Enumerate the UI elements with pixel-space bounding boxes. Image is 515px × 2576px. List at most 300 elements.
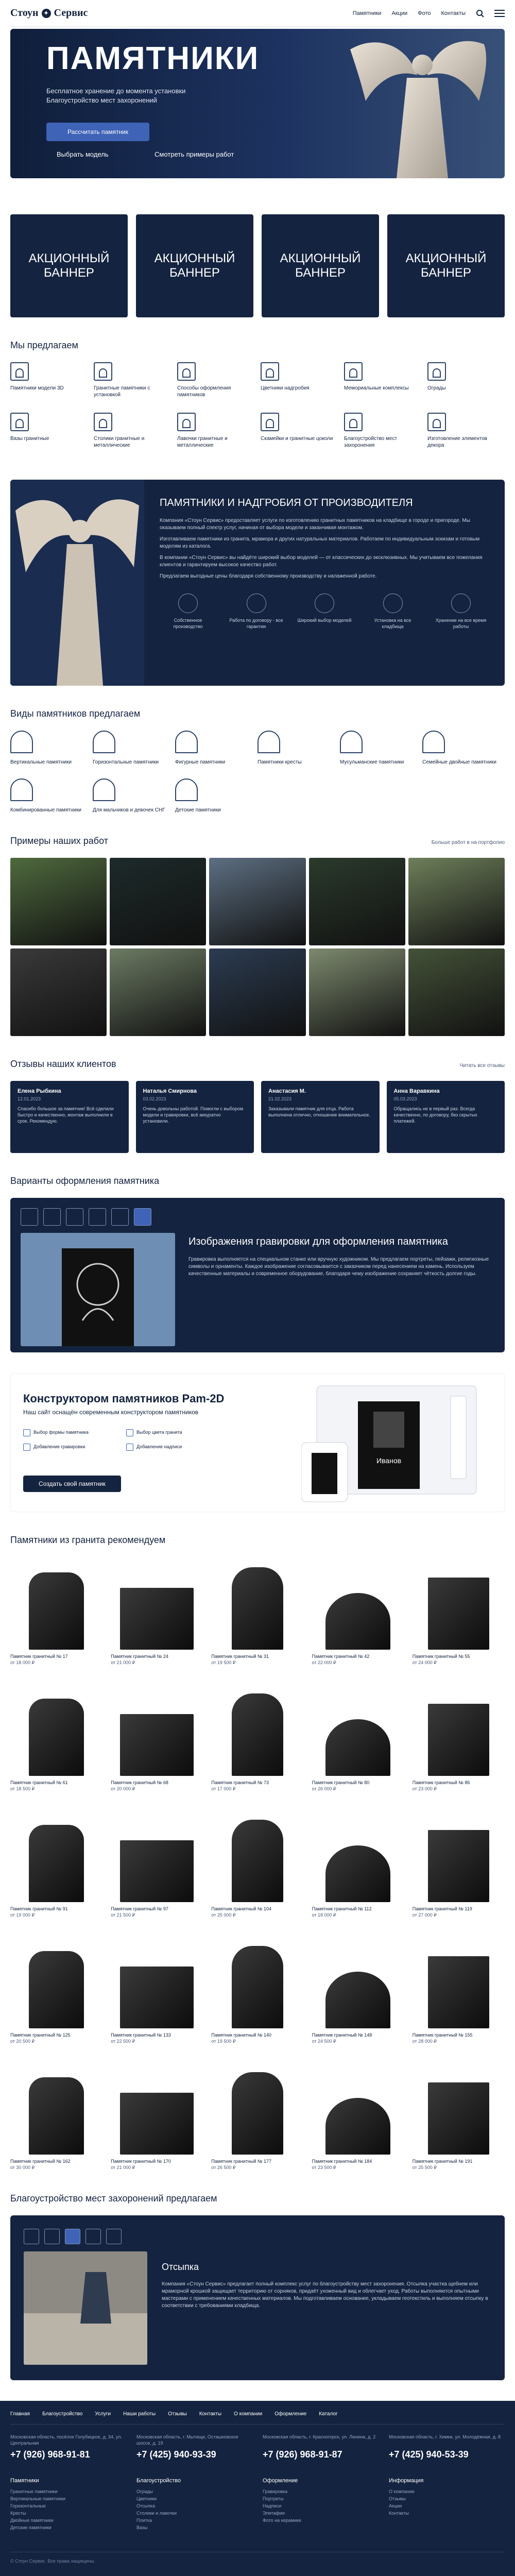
offer-item[interactable]: [344, 362, 421, 398]
option-label: Добавление надписи: [136, 1444, 182, 1449]
feature-label: Собственное производство: [173, 618, 203, 629]
engraving-tab-active[interactable]: [134, 1208, 151, 1226]
footer-link[interactable]: Контакты: [389, 2511, 409, 2516]
footer-link[interactable]: Портреты: [263, 2496, 284, 2501]
footer-link[interactable]: Эпитафии: [263, 2511, 285, 2516]
hero: [10, 29, 505, 178]
footer-link[interactable]: Детские памятники: [10, 2525, 52, 2530]
granite-label: Памятник гранитный № 170: [111, 2159, 171, 2164]
granite-card[interactable]: [413, 2062, 505, 2171]
arrangement-tab[interactable]: [85, 2229, 101, 2244]
granite-label: Памятник гранитный № 55: [412, 1654, 470, 1659]
footer-link[interactable]: Отзывы: [389, 2496, 406, 2501]
main-nav: [353, 9, 505, 18]
granite-card[interactable]: [211, 1809, 303, 1918]
granite-price: от 18 000 ₽: [312, 1912, 336, 1918]
granite-label: Памятник гранитный № 125: [10, 2032, 71, 2038]
menu-icon[interactable]: [494, 10, 505, 17]
reviews-title: Отзывы наших клиентов: [10, 1059, 116, 1069]
granite-stone: [413, 2062, 505, 2155]
granite-stone: [312, 1809, 404, 1902]
stone-shape: [29, 2077, 84, 2155]
offer-item[interactable]: [261, 413, 338, 449]
footer-link[interactable]: Ограды: [136, 2489, 153, 2494]
stone-shape: [120, 1588, 194, 1650]
offer-label: Вазы гранитные: [10, 436, 49, 442]
footer-nav-item[interactable]: Отзывы: [168, 2411, 187, 2417]
granite-card[interactable]: [10, 1683, 102, 1792]
granite-price: от 26 000 ₽: [312, 1786, 336, 1791]
monument-type-icon: [93, 731, 115, 753]
arrangement-tab-active[interactable]: [65, 2229, 80, 2244]
review-date: 05.03.2023: [393, 1096, 417, 1101]
arrangement-text: Компания «Стоун Сервис» предлагает полный комплекс услуг по благоустройству мест захоронения. Отсыпка участка щебнем или мраморной крошкой защищает территорию от сорняков, придаёт ухоженный вид и облегчает уход. Работы выполняются опытными мастерами с применением качественных материалов. Мы подготавливаем основание, укладываем геотекстиль и выполняем отсыпку в соответствии с требованиями кладбища.: [162, 2281, 488, 2309]
angel-statue-image: [330, 29, 500, 178]
engraving-tab[interactable]: [111, 1208, 129, 1226]
feature-label: Хранение на все время работы: [435, 618, 487, 629]
type-item[interactable]: [175, 778, 258, 813]
stone-shape: [232, 1820, 283, 1902]
stone-shape: [29, 1572, 84, 1650]
about-features: [160, 594, 489, 630]
office-phone[interactable]: +7 (926) 968-91-81: [10, 2449, 90, 2460]
granite-card[interactable]: [211, 1557, 303, 1666]
granite-stone: [111, 1557, 203, 1650]
footer-column: [136, 2478, 252, 2531]
stone-shape: [120, 1714, 194, 1776]
review-text: Спасибо большое за памятник! Всё сделали быстро и качественно, монтаж выполнили в срок. Рекомендую.: [18, 1106, 114, 1124]
granite-card[interactable]: [312, 2062, 404, 2171]
stone-shape: [428, 1578, 489, 1650]
check-icon: [126, 1429, 133, 1436]
work-photo[interactable]: [309, 858, 405, 945]
offer-item[interactable]: [10, 413, 88, 449]
monument-type-icon: [10, 778, 33, 801]
footer-column-title: Памятники: [10, 2478, 39, 2484]
footer-link[interactable]: Столики и лавочки: [136, 2511, 177, 2516]
review-card[interactable]: [261, 1081, 380, 1153]
office-address: Московская область, г. Мытищи, Осташковское шоссе, д. 19: [136, 2434, 238, 2446]
feature-item: [365, 594, 421, 630]
footer-link[interactable]: Гравировка: [263, 2489, 288, 2494]
offer-label: Столики гранитные и металлические: [94, 436, 145, 448]
promo-banner[interactable]: АКЦИОННЫЙ БАННЕР: [10, 214, 128, 317]
footer-link[interactable]: Фото на керамике: [263, 2518, 301, 2523]
offer-icon: [344, 362, 363, 381]
granite-price: от 27 000 ₽: [412, 1912, 437, 1918]
feature-label: Установка на все кладбища: [374, 618, 411, 629]
stone-shape: [120, 2093, 194, 2155]
granite-card[interactable]: [111, 1683, 203, 1792]
footer-nav-item[interactable]: Каталог: [319, 2411, 338, 2417]
check-icon: [23, 1429, 30, 1436]
work-photo[interactable]: [209, 858, 305, 945]
copyright: © Стоун Сервис. Все права защищены.: [10, 2552, 505, 2564]
header: [10, 0, 505, 27]
constructor-option: [23, 1444, 121, 1451]
type-label: Комбинированные памятники: [10, 807, 81, 813]
granite-label: Памятник гранитный № 31: [211, 1654, 269, 1659]
footer-column: [10, 2478, 126, 2531]
hero-title: ПАМЯТНИКИ: [46, 41, 260, 76]
engraving-tab[interactable]: [89, 1208, 106, 1226]
works-more-link[interactable]: Больше работ в на портфолио: [431, 840, 505, 845]
granite-price: от 19 500 ₽: [211, 2039, 236, 2044]
granite-stone: [312, 1936, 404, 2028]
granite-price: от 18 500 ₽: [10, 1786, 35, 1791]
type-item[interactable]: [10, 778, 93, 813]
stone-shape: [325, 1845, 390, 1902]
granite-card[interactable]: [111, 1809, 203, 1918]
footer-link[interactable]: Надписи: [263, 2503, 282, 2509]
review-card[interactable]: [10, 1081, 129, 1153]
work-photo[interactable]: [110, 858, 206, 945]
logo-mark-icon: ✦: [42, 9, 51, 18]
engraving-tab[interactable]: [66, 1208, 83, 1226]
stone-shape: [325, 2098, 390, 2155]
granite-card[interactable]: [312, 1936, 404, 2044]
stone-shape: [325, 1972, 390, 2028]
granite-price: от 20 500 ₽: [10, 2039, 35, 2044]
granite-price: от 21 000 ₽: [111, 1660, 135, 1665]
feature-item: [296, 594, 353, 630]
footer-columns: [10, 2478, 505, 2531]
offer-label: Лавочки гранитные и металлические: [177, 436, 228, 448]
granite-price: от 20 000 ₽: [111, 1786, 135, 1791]
nav-item[interactable]: Контакты: [441, 10, 466, 16]
work-photo[interactable]: [110, 948, 206, 1036]
stone-shape: [120, 1840, 194, 1902]
type-item[interactable]: [340, 731, 422, 765]
granite-label: Памятник гранитный № 97: [111, 1906, 168, 1911]
logo[interactable]: [10, 7, 88, 19]
granite-card[interactable]: [211, 2062, 303, 2171]
type-item[interactable]: [175, 731, 258, 765]
granite-price: от 23 000 ₽: [412, 1786, 437, 1791]
office: [263, 2434, 379, 2460]
granite-label: Памятник гранитный № 73: [211, 1780, 269, 1785]
offer-icon: [94, 362, 112, 381]
arrangement-tab[interactable]: [106, 2229, 122, 2244]
types-grid: [10, 731, 505, 813]
granite-card[interactable]: [111, 1936, 203, 2044]
about-paragraph: Предлагаем выгодные цены благодаря собственному производству и налаженной работе.: [160, 573, 377, 579]
angel-sculpture-image: [10, 480, 144, 686]
choose-model-link[interactable]: Выбрать модель: [57, 150, 109, 158]
work-photo[interactable]: [408, 858, 505, 945]
reviews-more-link[interactable]: Читать все отзывы: [459, 1063, 505, 1069]
type-item[interactable]: [422, 731, 505, 765]
granite-label: Памятник гранитный № 162: [10, 2159, 71, 2164]
granite-label: Памятник гранитный № 24: [111, 1654, 168, 1659]
footer-column: [389, 2478, 505, 2531]
check-icon: [23, 1444, 30, 1451]
granite-card[interactable]: [312, 1557, 404, 1666]
arrangement-tab[interactable]: [44, 2229, 60, 2244]
footer-column-title: Оформление: [263, 2478, 298, 2484]
monument-type-icon: [10, 731, 33, 753]
constructor-subtitle: Наш сайт оснащён современным конструктором памятников: [23, 1409, 199, 1416]
about-paragraph: Изготавливаем памятники из гранита, мрамора и других натуральных материалов. Работаем по индивидуальным эскизам и готовым моделям из каталога.: [160, 536, 480, 549]
granite-stone: [413, 1936, 505, 2028]
offer-icon: [177, 362, 196, 381]
granite-grid: [10, 1557, 505, 2171]
offers-grid: [10, 362, 505, 449]
offer-item[interactable]: [94, 413, 171, 449]
logo-right: Сервис: [54, 7, 88, 19]
footer-nav-item[interactable]: Благоустройство: [42, 2411, 83, 2417]
stone-shape: [232, 1946, 283, 2028]
feature-icon: [383, 594, 403, 613]
promo-banner[interactable]: АКЦИОННЫЙ БАННЕР: [136, 214, 253, 317]
arrangement-heading: Отсыпка: [162, 2262, 199, 2272]
review-date: 12.01.2023: [18, 1096, 41, 1101]
granite-stone: [111, 1809, 203, 1902]
constructor-option: [126, 1429, 224, 1436]
granite-stone: [10, 1683, 102, 1776]
granite-card[interactable]: [10, 1809, 102, 1918]
engraving-heading: Изображения гравировки для оформления памятника: [188, 1236, 448, 1247]
office-phone[interactable]: +7 (425) 940-93-39: [136, 2449, 216, 2460]
offer-icon: [261, 362, 279, 381]
offer-item[interactable]: [177, 413, 254, 449]
granite-card[interactable]: [413, 1683, 505, 1792]
offer-item[interactable]: [344, 413, 421, 449]
constructor-title: Конструктором памятников Pam-2D: [23, 1392, 225, 1405]
granite-price: от 28 000 ₽: [412, 2039, 437, 2044]
type-item[interactable]: [10, 731, 93, 765]
stone-shape: [29, 1699, 84, 1776]
type-item[interactable]: [258, 731, 340, 765]
nav-item[interactable]: Акции: [391, 10, 408, 16]
footer-nav-item[interactable]: О компании: [234, 2411, 263, 2417]
engraving-tab[interactable]: [21, 1208, 38, 1226]
offer-icon: [10, 362, 29, 381]
granite-card[interactable]: [312, 1809, 404, 1918]
about-paragraph: В компании «Стоун Сервис» вы найдёте широкий выбор моделей — от классических до эксклюзивных. Мы учитываем все пожелания клиентов и гарантируем высокое качество работ.: [160, 555, 483, 568]
work-photo[interactable]: [309, 948, 405, 1036]
granite-label: Памятник гранитный № 155: [412, 2032, 473, 2038]
promo-banner[interactable]: АКЦИОННЫЙ БАННЕР: [262, 214, 379, 317]
footer-link[interactable]: Гранитные памятники: [10, 2489, 58, 2494]
granite-stone: [10, 1809, 102, 1902]
nav-item[interactable]: Фото: [418, 10, 431, 16]
granite-stone: [10, 1936, 102, 2028]
constructor-option: [126, 1444, 224, 1451]
promo-banners: [10, 214, 505, 317]
footer-link[interactable]: Двойные памятники: [10, 2518, 54, 2523]
granite-price: от 30 000 ₽: [10, 2165, 35, 2170]
office: [10, 2434, 126, 2460]
monument-type-icon: [175, 778, 198, 801]
stone-shape: [428, 1704, 489, 1776]
work-photo[interactable]: [10, 948, 107, 1036]
granite-card[interactable]: [111, 1557, 203, 1666]
granite-stone: [413, 1683, 505, 1776]
office-address: Московская область, г. Красногорск, ул. Ленина, д. 2: [263, 2434, 376, 2439]
footer-link[interactable]: Цветники: [136, 2496, 157, 2501]
granite-stone: [312, 1683, 404, 1776]
promo-banner[interactable]: АКЦИОННЫЙ БАННЕР: [387, 214, 505, 317]
granite-price: от 19 500 ₽: [211, 1660, 236, 1665]
granite-label: Памятник гранитный № 17: [10, 1654, 68, 1659]
granite-card[interactable]: [413, 1936, 505, 2044]
constructor-option: [23, 1429, 121, 1436]
offer-icon: [344, 413, 363, 431]
types-title: Виды памятников предлагаем: [10, 708, 141, 719]
stone-shape: [325, 1593, 390, 1650]
option-label: Выбор формы памятника: [33, 1430, 89, 1435]
offer-label: Изготовление элементов декора: [427, 436, 488, 448]
granite-price: от 17 000 ₽: [211, 1786, 236, 1791]
footer-nav-item[interactable]: Наши работы: [123, 2411, 156, 2417]
works-title: Примеры наших работ: [10, 836, 108, 846]
offer-item[interactable]: [261, 362, 338, 398]
feature-icon: [178, 594, 198, 613]
granite-card[interactable]: [10, 1557, 102, 1666]
granite-card[interactable]: [413, 1809, 505, 1918]
arrangement-tabs: [24, 2229, 147, 2244]
footer-link[interactable]: Вазы: [136, 2525, 148, 2530]
granite-label: Памятник гранитный № 140: [211, 2032, 272, 2038]
review-card[interactable]: [136, 1081, 254, 1153]
granite-price: от 22 500 ₽: [111, 2039, 135, 2044]
offer-item[interactable]: [177, 362, 254, 398]
review-text: Обращались не в первый раз. Всегда качественно, по договору, без скрытых платежей.: [393, 1106, 477, 1124]
granite-card[interactable]: [111, 2062, 203, 2171]
review-author: Елена Рыбкина: [18, 1088, 61, 1094]
offer-item[interactable]: [10, 362, 88, 398]
office-phone[interactable]: +7 (926) 968-91-87: [263, 2449, 342, 2460]
granite-price: от 19 000 ₽: [10, 1912, 35, 1918]
granite-card[interactable]: [312, 1683, 404, 1792]
about-paragraph: Компания «Стоун Сервис» предоставляет услуги по изготовлению гранитных памятников на кладбище в городе и пригороде. Мы оказываем полный спектр услуг, начиная от выбора модели и заканчивая монтажом.: [160, 518, 470, 531]
monument-type-icon: [93, 778, 115, 801]
arrangement-photo: [24, 2251, 147, 2365]
stone-shape: [232, 1693, 283, 1776]
footer-link[interactable]: Горизонтальные: [10, 2503, 46, 2509]
type-label: Детские памятники: [175, 807, 221, 813]
offer-item[interactable]: [427, 362, 505, 398]
constructor-options: [23, 1429, 224, 1451]
nav-item[interactable]: Памятники: [352, 10, 382, 16]
offer-label: Благоустройство мест захоронения: [344, 436, 398, 448]
type-item[interactable]: [93, 731, 175, 765]
granite-price: от 18 000 ₽: [10, 1660, 35, 1665]
footer: [0, 2401, 515, 2576]
footer-nav-item[interactable]: Контакты: [199, 2411, 222, 2417]
granite-label: Памятник гранитный № 104: [211, 1906, 272, 1911]
review-author: Анастасия М.: [268, 1088, 306, 1094]
stone-shape: [325, 1719, 390, 1776]
offer-item[interactable]: [94, 362, 171, 398]
work-photo[interactable]: [408, 948, 505, 1036]
footer-link[interactable]: Кресты: [10, 2511, 26, 2516]
feature-item: [160, 594, 216, 630]
feature-item: [228, 594, 285, 630]
footer-link[interactable]: Отсыпка: [136, 2503, 156, 2509]
granite-card[interactable]: [211, 1683, 303, 1792]
monument-type-icon: [175, 731, 198, 753]
engraving-section: [10, 1198, 505, 1352]
footer-link[interactable]: О компании: [389, 2489, 415, 2494]
footer-nav-item[interactable]: Главная: [10, 2411, 30, 2417]
footer-link[interactable]: Вертикальные памятники: [10, 2496, 66, 2501]
granite-stone: [10, 1557, 102, 1650]
type-item[interactable]: [93, 778, 175, 813]
granite-card[interactable]: [10, 2062, 102, 2171]
offer-item[interactable]: [427, 413, 505, 449]
granite-title: Памятники из гранита рекомендуем: [10, 1535, 166, 1545]
granite-label: Памятник гранитный № 191: [412, 2159, 473, 2164]
granite-price: от 26 500 ₽: [211, 2165, 236, 2170]
work-photo[interactable]: [209, 948, 305, 1036]
granite-card[interactable]: [413, 1557, 505, 1666]
footer-link[interactable]: Плитка: [136, 2518, 152, 2523]
granite-price: от 22 000 ₽: [312, 1660, 336, 1665]
granite-label: Памятник гранитный № 42: [312, 1654, 370, 1659]
stone-shape: [428, 1830, 489, 1902]
granite-stone: [312, 2062, 404, 2155]
arrangement-tab[interactable]: [24, 2229, 39, 2244]
feature-label: Работа по договору - все гарантии: [229, 618, 283, 629]
granite-stone: [312, 1557, 404, 1650]
offer-label: Скамейки и гранитные цоколи: [261, 436, 333, 442]
monument-type-icon: [340, 731, 363, 753]
logo-left: Стоун: [10, 7, 39, 19]
granite-card[interactable]: [211, 1936, 303, 2044]
granite-label: Памятник гранитный № 133: [111, 2032, 171, 2038]
footer-link[interactable]: Акции: [389, 2503, 402, 2509]
offer-label: Способы оформления памятников: [177, 385, 231, 398]
footer-nav-item[interactable]: Услуги: [95, 2411, 111, 2417]
granite-label: Памятник гранитный № 148: [312, 2032, 372, 2038]
granite-card[interactable]: [10, 1936, 102, 2044]
calculate-button[interactable]: Рассчитать памятник: [46, 123, 149, 141]
granite-label: Памятник гранитный № 112: [312, 1906, 372, 1911]
granite-stone: [111, 1683, 203, 1776]
engraving-tab[interactable]: [43, 1208, 61, 1226]
office-address: Московская область, посёлок Голубицкое, д. 34, ул. Центральная: [10, 2434, 122, 2446]
granite-price: от 25 500 ₽: [412, 2165, 437, 2170]
monument-type-icon: [422, 731, 445, 753]
granite-label: Памятник гранитный № 61: [10, 1780, 68, 1785]
granite-price: от 24 000 ₽: [412, 1660, 437, 1665]
office: [389, 2434, 505, 2460]
create-monument-button[interactable]: Создать свой памятник: [23, 1476, 121, 1492]
feature-item: [433, 594, 489, 630]
offer-label: Мемориальные комплексы: [344, 385, 409, 391]
stone-shape: [232, 1567, 283, 1650]
offer-label: Гранитные памятники с установкой: [94, 385, 150, 398]
type-label: Фигурные памятники: [175, 759, 226, 765]
granite-price: от 23 500 ₽: [312, 2165, 336, 2170]
office-phone[interactable]: +7 (425) 940-53-39: [389, 2449, 469, 2460]
offer-label: Памятники модели 3D: [10, 385, 64, 391]
engraving-tabs: [21, 1208, 175, 1226]
search-icon[interactable]: [476, 9, 484, 18]
footer-nav-item[interactable]: Оформление: [274, 2411, 307, 2417]
check-icon: [126, 1444, 133, 1451]
granite-stone: [413, 1809, 505, 1902]
see-works-link[interactable]: Смотреть примеры работ: [154, 150, 234, 158]
offers-title: Мы предлагаем: [10, 340, 78, 350]
granite-label: Памятник гранитный № 91: [10, 1906, 68, 1911]
type-label: Памятники кресты: [258, 759, 302, 765]
offer-label: Ограды: [427, 385, 446, 391]
review-card[interactable]: [387, 1081, 505, 1153]
work-photo[interactable]: [10, 858, 107, 945]
